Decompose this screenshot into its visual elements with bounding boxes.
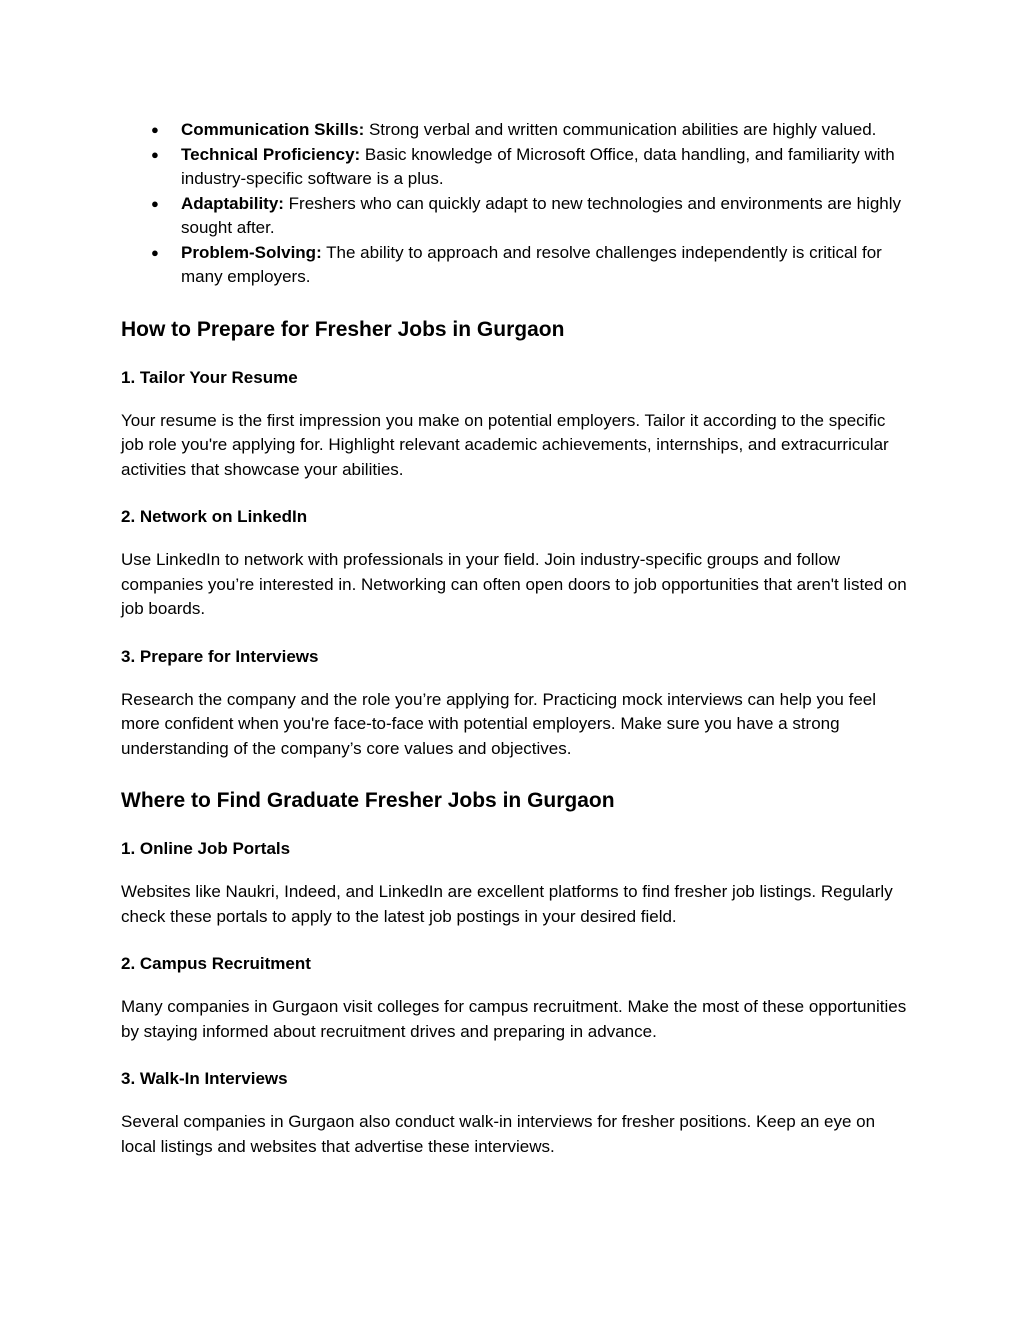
- skill-term: Communication Skills:: [181, 120, 365, 139]
- skill-term: Problem-Solving:: [181, 242, 322, 262]
- document-content: [121, 118, 911, 1159]
- skill-text: Strong verbal and written communication abilities are highly valued.: [364, 120, 877, 139]
- find-subheading-campus: 2. Campus Recruitment: [121, 954, 311, 973]
- find-paragraph-campus: Many companies in Gurgaon visit colleges for campus recruitment. Make the most of these opportunities by staying informed about recruitment drives and preparing in advance.: [121, 997, 907, 1041]
- skill-text: Basic knowledge of Microsoft Office, data handling, and familiarity with industry-specific software is a plus.: [181, 144, 895, 188]
- skills-list: [121, 118, 911, 290]
- bullet-icon: ●: [151, 146, 159, 162]
- prepare-subheading-linkedin: 2. Network on LinkedIn: [121, 507, 308, 526]
- prepare-paragraph-linkedin: Use LinkedIn to network with professionals in your field. Join industry-specific groups and follow companies you’re interested in. Networking can often open doors to job opportunities that aren't listed on job boards.: [121, 550, 907, 618]
- find-paragraph-portals: Websites like Naukri, Indeed, and LinkedIn are excellent platforms to find fresher job listings. Regularly check these portals to apply to the latest job postings in your desired field.: [121, 882, 893, 926]
- find-paragraph-walkin: Several companies in Gurgaon also conduct walk-in interviews for fresher positions. Keep an eye on local listings and websites that advertise these interviews.: [121, 1112, 876, 1156]
- skill-term: Technical Proficiency:: [181, 144, 361, 164]
- find-heading: Where to Find Graduate Fresher Jobs in Gurgaon: [121, 789, 615, 812]
- prepare-subheading-interviews: 3. Prepare for Interviews: [121, 646, 319, 666]
- find-subheading-walkin: 3. Walk-In Interviews: [121, 1069, 288, 1088]
- find-subheading-portals: 1. Online Job Portals: [121, 839, 291, 858]
- list-item: [121, 192, 911, 241]
- prepare-heading: How to Prepare for Fresher Jobs in Gurgaon: [121, 317, 565, 341]
- prepare-subheading-resume: 1. Tailor Your Resume: [121, 367, 298, 387]
- skill-term: Adaptability:: [181, 193, 284, 213]
- bullet-icon: ●: [151, 122, 159, 137]
- list-item: [121, 118, 911, 143]
- list-item: [121, 143, 911, 192]
- skill-text: The ability to approach and resolve challenges independently is critical for many employers.: [181, 242, 882, 286]
- list-item: [121, 241, 911, 290]
- skill-text: Freshers who can quickly adapt to new technologies and environments are highly sought after.: [181, 193, 902, 237]
- prepare-paragraph-resume: Your resume is the first impression you make on potential employers. Tailor it according to the specific job role you're applying for. Highlight relevant academic achievements, internships, and extracurricular activities that showcase your abilities.: [121, 410, 889, 479]
- prepare-paragraph-interviews: Research the company and the role you’re applying for. Practicing mock interviews can help you feel more confident when you're face-to-face with potential employers. Make sure you have a strong understanding of the company’s core values and objectives.: [121, 689, 877, 758]
- bullet-icon: ●: [151, 244, 159, 260]
- bullet-icon: ●: [151, 195, 159, 211]
